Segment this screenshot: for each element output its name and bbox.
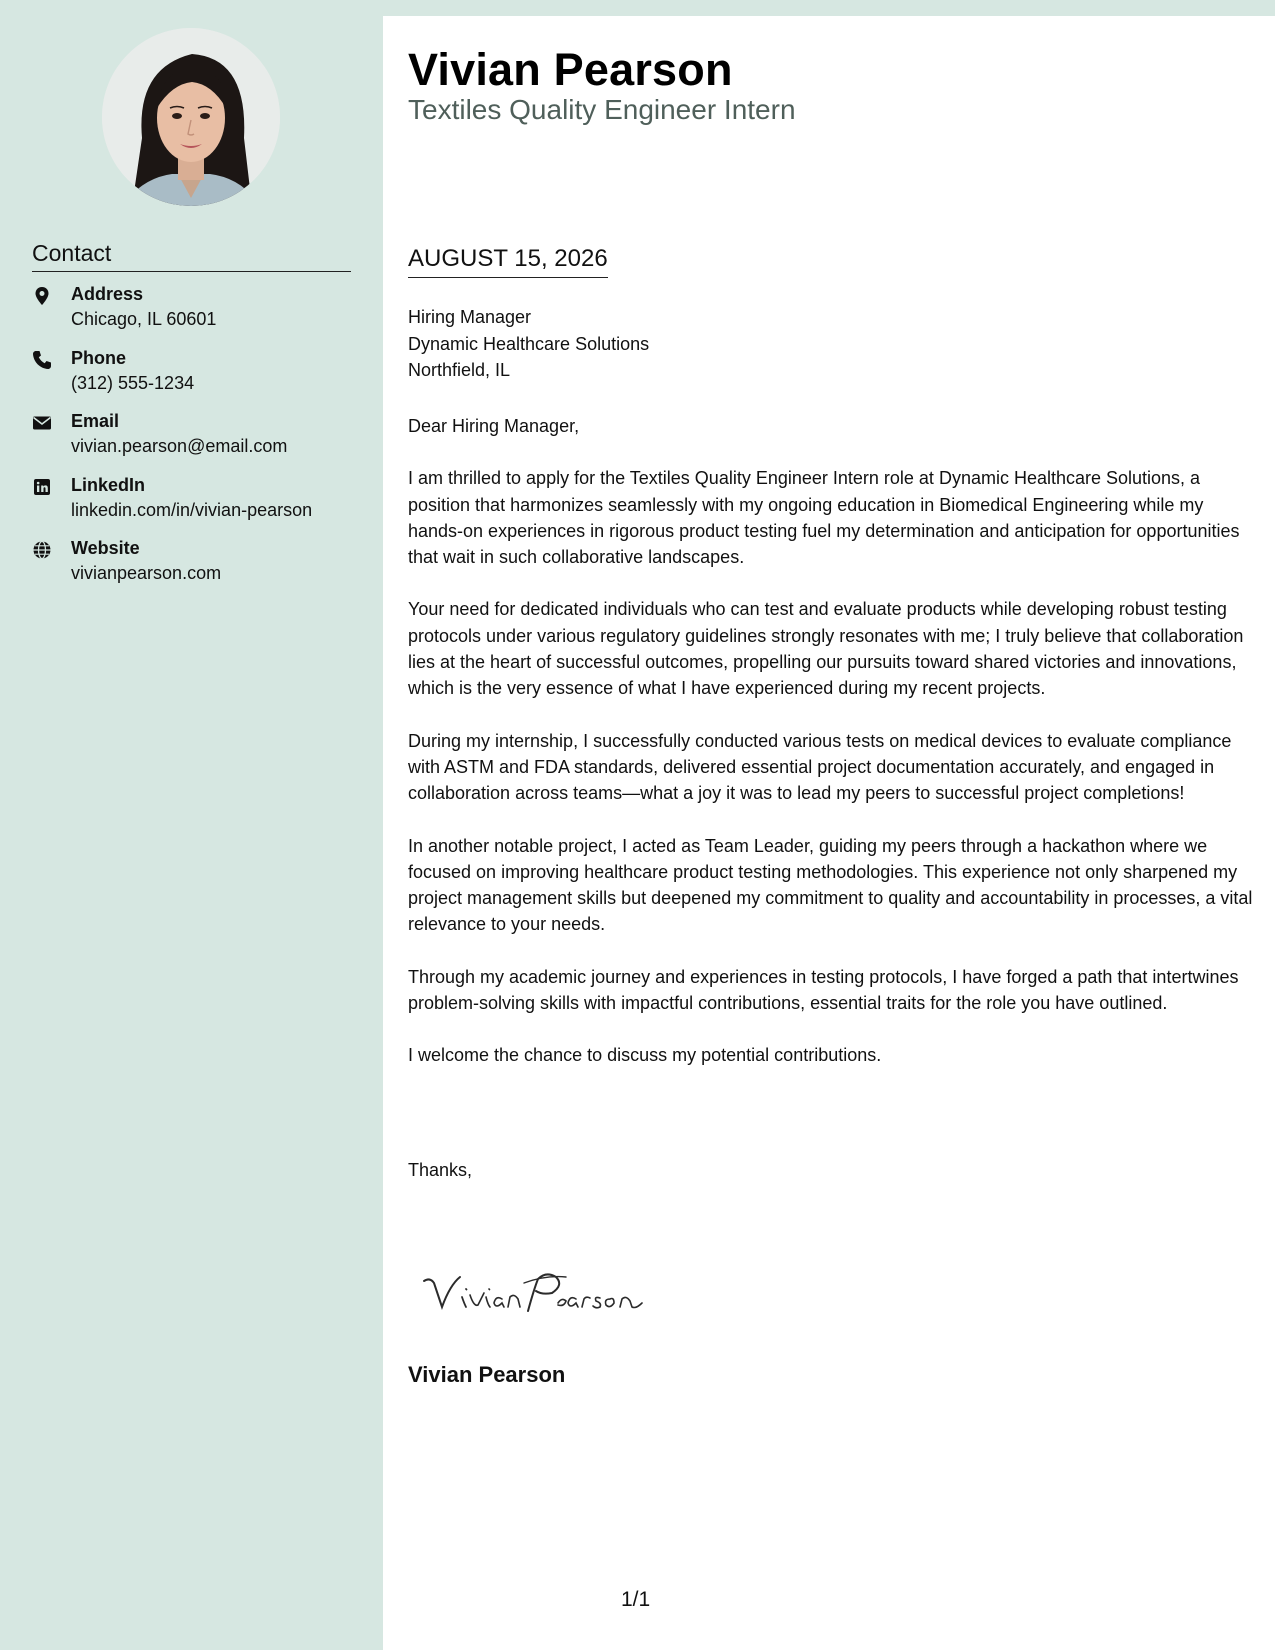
contact-value: (312) 555-1234 (71, 372, 195, 393)
contact-value[interactable]: vivian.pearson@email.com (71, 436, 288, 456)
recipient-line: Hiring Manager (408, 307, 532, 327)
contact-label: Address (71, 284, 144, 304)
contact-address (32, 284, 362, 348)
envelope-icon (32, 413, 52, 433)
recipient-block (408, 304, 649, 384)
contact-label: LinkedIn (71, 474, 146, 495)
salutation: Dear Hiring Manager, (408, 416, 580, 436)
paragraph: Your need for dedicated individuals who can test and evaluate products while developing robust testing protocols under various regulatory guidelines strongly resonates with me; I truly believe that collaboration lies at the heart of successful outcomes, propelling our pursuits toward shared victories and innovations, which is the very essence of what I have experienced during my recent projects. (408, 599, 1244, 699)
paragraph: In another notable project, I acted as Team Leader, guiding my peers through a hackathon where we focused on improving healthcare product testing methodologies. This experience not only sharpened my project management skills but deepened my commitment to quality and accountability in processes, a vital relevance to your needs. (408, 835, 1253, 935)
contact-phone (32, 348, 362, 412)
contact-value[interactable]: linkedin.com/in/vivian-pearson (71, 499, 313, 520)
letter-body (383, 16, 1275, 1650)
contact-label: Phone (71, 347, 127, 368)
contact-heading: Contact (32, 240, 351, 272)
paragraph: During my internship, I successfully conducted various tests on medical devices to evaluate compliance with ASTM and FDA standards, delivered essential project documentation accurately, and engaged in collaboration across teams—what a joy it was to lead my peers to successful project completions! (408, 730, 1232, 804)
recipient-line: Dynamic Healthcare Solutions (408, 333, 650, 354)
letter-date: AUGUST 15, 2026 (408, 245, 608, 278)
contact-value[interactable]: vivianpearson.com (71, 563, 222, 583)
contact-website (32, 538, 362, 602)
sidebar (0, 0, 383, 1650)
paragraph: Through my academic journey and experiences in testing protocols, I have forged a path that intertwines problem-solving skills with impactful contributions, essential traits for the role you have outlined. (408, 966, 1239, 1014)
applicant-name: Vivian Pearson (408, 44, 733, 95)
page-number: 1/1 (621, 1588, 651, 1611)
applicant-title: Textiles Quality Engineer Intern (408, 94, 796, 125)
signature (416, 1263, 676, 1323)
signed-name: Vivian Pearson (408, 1362, 566, 1387)
globe-icon (32, 540, 52, 560)
contact-linkedin (32, 475, 362, 539)
contact-label: Website (71, 538, 140, 558)
paragraph: I am thrilled to apply for the Textiles Quality Engineer Intern role at Dynamic Healthcare Solutions, a position that harmonizes seamlessly with my ongoing education in Biomedical Engineering while my hands-on experiences in rigorous product testing fuel my determination and anticipation for opportunities that wait in such collaborative landscapes. (408, 468, 1240, 568)
contact-list (32, 284, 362, 602)
avatar (102, 28, 280, 206)
contact-label: Email (71, 411, 120, 431)
phone-icon (32, 350, 52, 370)
letter-text (408, 413, 1253, 1095)
contact-value: Chicago, IL 60601 (71, 309, 217, 329)
contact-email (32, 411, 362, 475)
map-pin-icon (32, 286, 52, 306)
paragraph: I welcome the chance to discuss my potential contributions. (408, 1045, 882, 1066)
linkedin-icon (32, 477, 52, 497)
recipient-line: Northfield, IL (408, 360, 511, 380)
closing: Thanks, (408, 1160, 473, 1180)
